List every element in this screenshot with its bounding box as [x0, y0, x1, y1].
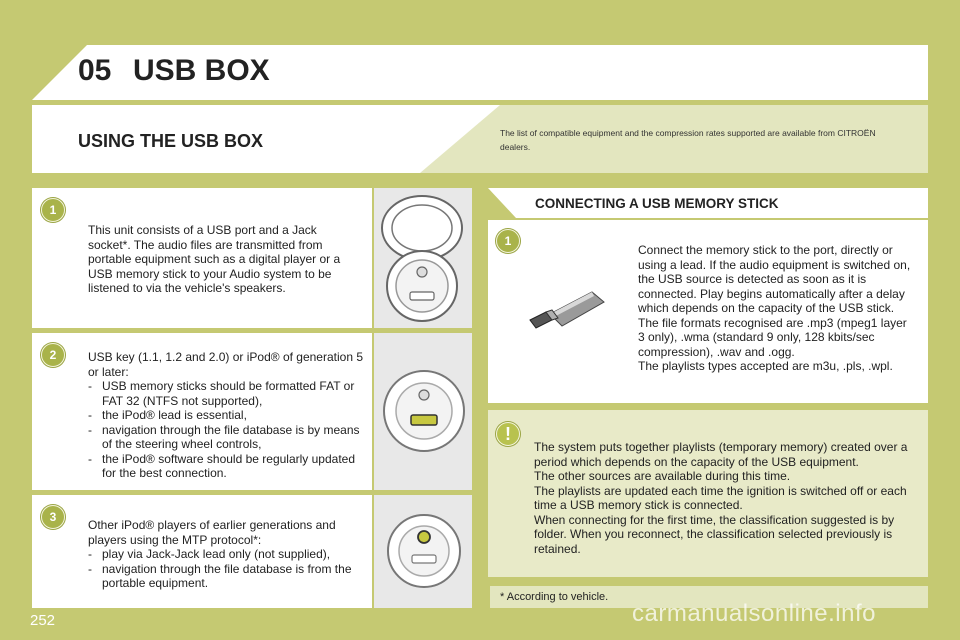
chapter-number: 05 [78, 54, 112, 87]
list-item: - the iPod® software should be regularly updated for the best connection. [88, 452, 366, 481]
list-item: - USB memory sticks should be formatted FAT or FAT 32 (NTFS not supported), [88, 379, 366, 408]
warning-icon: ! [496, 422, 520, 446]
step-3-marker: 3 [41, 505, 65, 529]
watermark: carmanualsonline.info [632, 600, 876, 627]
usb-port-image [374, 333, 472, 490]
jack-socket-image [374, 495, 472, 608]
list-item: - navigation through the file database is from the portable equipment. [88, 562, 366, 591]
dealer-note: The list of compatible equipment and the compression rates supported are available from CITROËN dealers. [500, 128, 876, 152]
usb-stick-image [520, 286, 610, 336]
panel-3-bullets [88, 547, 366, 591]
page-number: 252 [30, 612, 56, 629]
usb-key-requirements [88, 350, 366, 481]
subheader-divider [420, 105, 500, 173]
other-ipod-info [88, 518, 366, 591]
footnote-text: * According to vehicle. [500, 591, 609, 603]
chapter-title: USB BOX [133, 54, 270, 87]
list-item: - play via Jack-Jack lead only (not supplied), [88, 547, 366, 562]
list-item: - the iPod® lead is essential, [88, 408, 366, 423]
usb-box-description [88, 223, 360, 296]
panel-1-intro: This unit consists of a USB port and a Jack socket*. The audio files are transmitted from portable equipment such as a digital player or a USB memory stick to your Audio system to be listened to via the vehicle's speakers. [88, 223, 341, 295]
connect-step-marker: 1 [496, 229, 520, 253]
step-1-marker: 1 [41, 198, 65, 222]
connect-instructions: Connect the memory stick to the port, directly or using a lead. If the audio equipment is switched on, the USB source is detected as soon as it is connected. Play begins automatically after a delay which depends on the capacity of the USB stick. The file formats recognised are .mp3 (mpeg1 layer 3 only), .wma (standard 9 only, 128 kbits/sec compression), .wav and .ogg. The playlists types accepted are m3u, .pls, .wpl. [638, 243, 911, 373]
usb-stick-icon [520, 286, 610, 336]
usb-port-highlight-icon [374, 333, 472, 490]
step-2-marker: 2 [41, 343, 65, 367]
panel-3-intro: Other iPod® players of earlier generations and players using the MTP protocol*: [88, 518, 336, 547]
connect-title-corner [488, 188, 516, 218]
playlist-info: The system puts together playlists (temporary memory) created over a period which depends on the capacity of the USB equipment. The other sources are available during this time. The playlists are updated each time the ignition is switched off or each time a USB memory stick is connected. When connecting for the first time, the classification suggested is by folder. When you reconnect, the classification selected previously is retained. [534, 440, 908, 556]
usb-box-open-image [374, 188, 472, 328]
panel-2-intro: USB key (1.1, 1.2 and 2.0) or iPod® of generation 5 or later: [88, 350, 364, 379]
jack-socket-highlight-icon [374, 495, 472, 608]
list-item: - navigation through the file database is by means of the steering wheel controls, [88, 423, 366, 452]
usb-box-open-icon [374, 188, 472, 328]
panel-2-bullets [88, 379, 366, 481]
section-title: USING THE USB BOX [78, 131, 264, 151]
connect-section-title: CONNECTING A USB MEMORY STICK [535, 196, 779, 211]
